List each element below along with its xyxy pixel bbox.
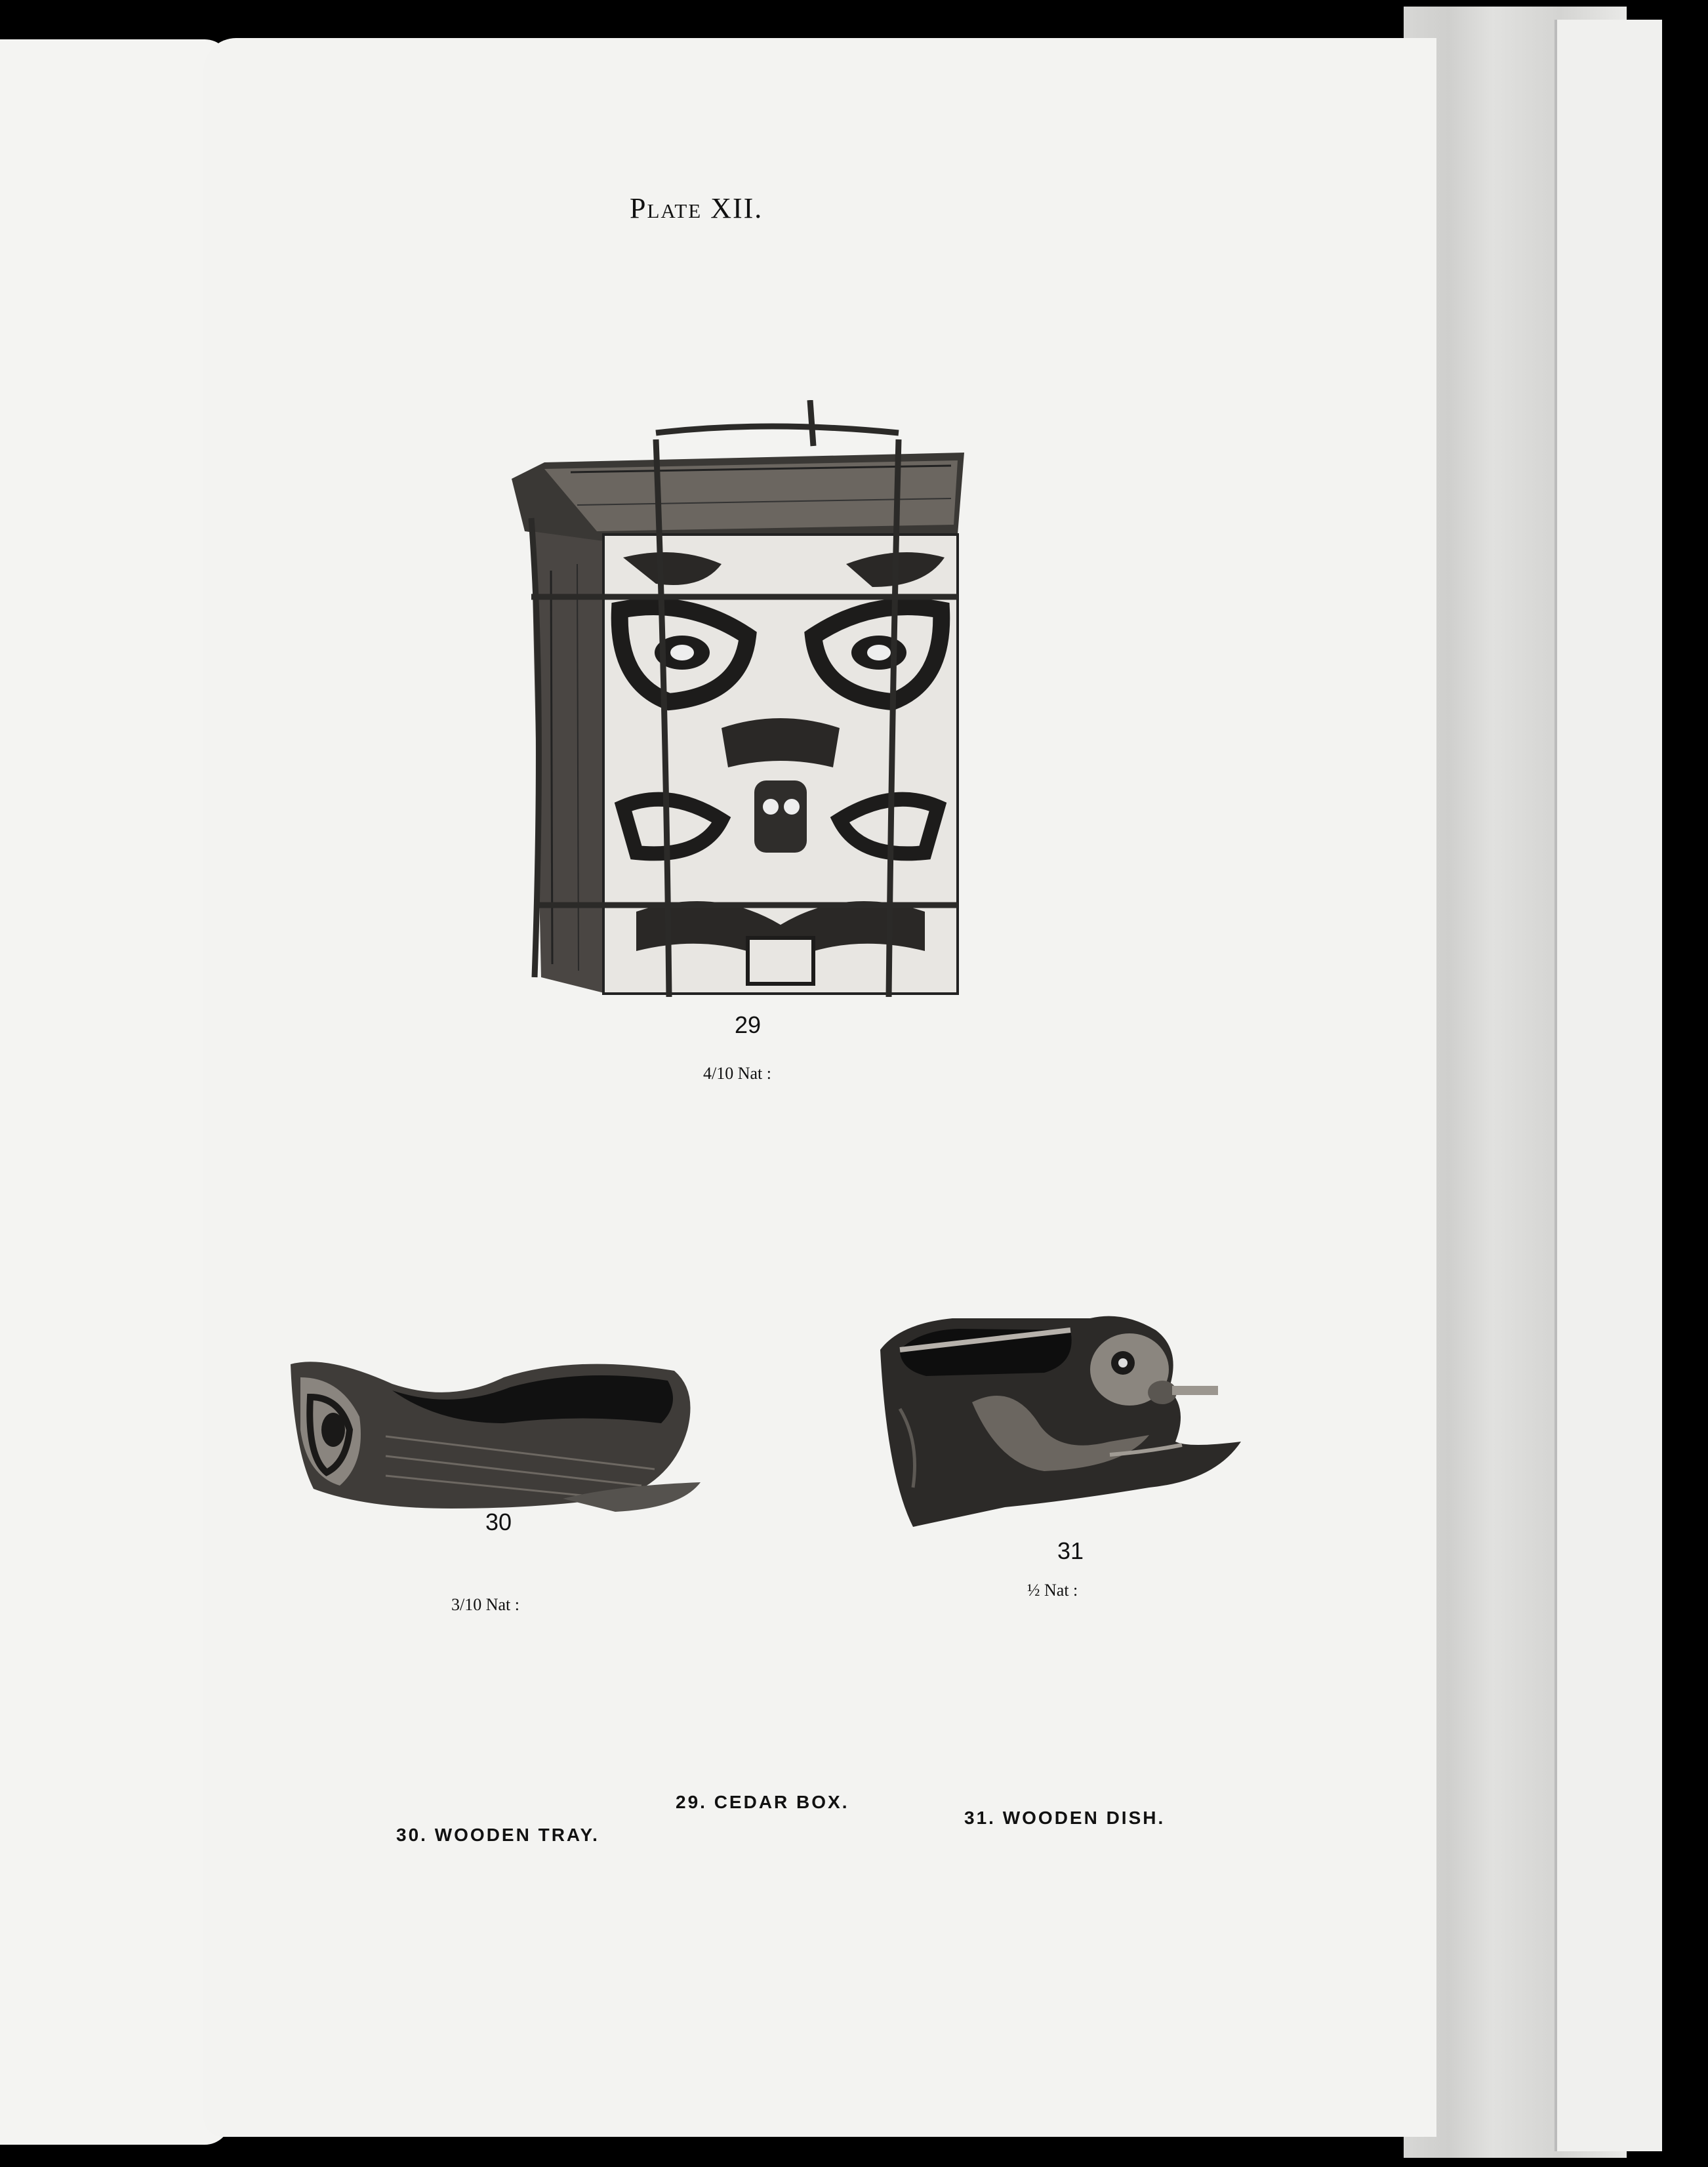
- plate-page: [203, 38, 1436, 2137]
- caption-wooden-tray: 30. WOODEN TRAY.: [396, 1825, 600, 1845]
- caption-cedar-box: 29. CEDAR BOX.: [676, 1792, 849, 1812]
- figure-29-number: 29: [735, 1011, 762, 1038]
- wooden-tray-illustration: [287, 1351, 707, 1515]
- figure-29-scale: 4/10 Nat :: [703, 1064, 771, 1083]
- cedar-box-illustration: [505, 400, 977, 1003]
- figure-30-number: 30: [485, 1509, 512, 1535]
- caption-wooden-dish: 31. WOODEN DISH.: [964, 1808, 1166, 1828]
- plate-title: Plate XII.: [630, 192, 763, 224]
- figure-31-number: 31: [1057, 1537, 1084, 1564]
- figure-30-scale: 3/10 Nat :: [451, 1595, 519, 1614]
- figure-31-scale: ½ Nat :: [1027, 1581, 1078, 1600]
- page-edge-strip: [1555, 20, 1662, 2151]
- wooden-dish-illustration: [874, 1310, 1267, 1533]
- left-facing-page: [0, 39, 231, 2145]
